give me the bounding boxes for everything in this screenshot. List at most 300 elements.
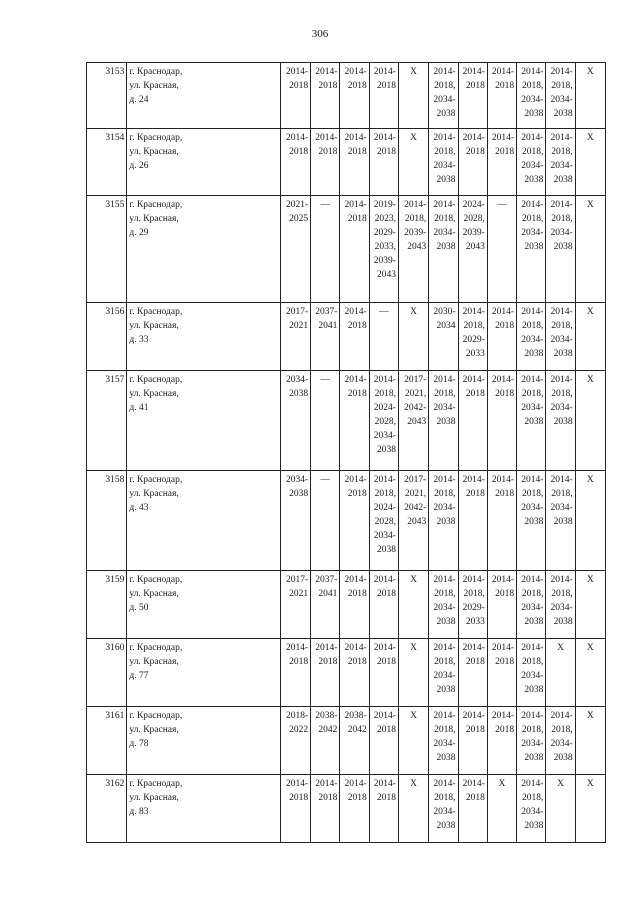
period-text: 2021, [404,489,427,499]
period-cell-11 [575,196,605,303]
period-cell-1 [280,639,310,707]
period-cell-5 [398,303,428,371]
period-text: 2042- [404,503,427,513]
period-text: 2018 [495,589,515,599]
period-text: 2014- [315,643,338,653]
period-text: 2034- [550,228,573,238]
period-cell-3 [340,707,369,775]
period-text: 2018, [434,725,456,735]
period-text: 2018 [289,147,309,157]
period-cell-5 [398,775,428,843]
address-line: д. 43 [129,503,149,513]
period-cell-4 [369,639,398,707]
period-text: 2014- [550,711,573,721]
period-text: 2034- [433,95,456,105]
period-cell-3 [340,775,369,843]
address-line: г. Краснодар, [129,200,183,210]
period-text: 2042 [347,725,367,735]
period-text: 2018 [465,657,485,667]
period-cell-4 [369,571,398,639]
period-text: 2018 [318,81,338,91]
address-cell [127,63,280,129]
period-text: 2014- [462,375,485,385]
period-text: 2014- [462,475,485,485]
period-cell-9 [517,196,546,303]
table-row [87,63,606,129]
period-text: 2014- [344,133,367,143]
address-line: д. 78 [129,739,149,749]
address-line: ул. Красная, [129,81,179,91]
period-text: 2014- [521,711,544,721]
period-cell-10 [546,63,575,129]
period-text: 2041 [318,589,338,599]
period-text: 2028, [374,417,396,427]
period-cell-3 [340,63,369,129]
period-text: 2014- [433,711,456,721]
period-text: 2014- [315,133,338,143]
period-text: 2038 [524,517,544,527]
period-text: 2037- [315,575,338,585]
period-text: 2038 [553,349,573,359]
period-text: 2018 [376,147,396,157]
period-text: 2021, [404,389,427,399]
period-text: 2017- [285,575,309,585]
period-cell-4 [369,471,398,571]
period-text: 2038 [553,617,573,627]
period-text: 2018, [522,489,544,499]
period-text: 2038 [524,685,544,695]
period-cell-9 [517,303,546,371]
period-text: 2014- [315,67,338,77]
period-cell-9 [517,371,546,471]
period-cell-7 [458,471,487,571]
period-text: 2034- [550,335,573,345]
period-cell-5 [398,63,428,129]
period-text: 2038 [553,753,573,763]
period-cell-6 [429,639,458,707]
table-row [87,775,606,843]
period-text: 2025 [289,214,309,224]
period-text: 2033 [465,349,485,359]
period-cell-7 [458,571,487,639]
row-number: 3154 [87,129,127,196]
period-text: 2024- [373,403,396,413]
period-text: 2018, [434,389,456,399]
period-text: 2034- [550,503,573,513]
period-cell-4 [369,371,398,471]
period-text: 2038- [344,711,367,721]
period-text: 2014- [285,779,309,789]
period-text: 2038 [553,175,573,185]
period-text: 2038 [436,517,456,527]
period-cell-9 [517,571,546,639]
address-line: ул. Красная, [129,725,179,735]
period-text: 2014- [521,307,544,317]
period-cell-3 [340,471,369,571]
period-cell-8 [487,371,516,471]
period-text: — [320,200,331,210]
period-text: 2014- [373,575,396,585]
period-text: 2038 [436,242,456,252]
period-text: 2034- [521,739,544,749]
period-cell-3 [340,571,369,639]
period-text: 2014- [344,643,367,653]
period-cell-2 [311,775,340,843]
period-text: 2039- [373,256,396,266]
period-text: Х [586,575,594,585]
period-text: 2014- [550,375,573,385]
period-text: 2034- [433,671,456,681]
period-cell-7 [458,129,487,196]
row-number: 3160 [87,639,127,707]
period-text: 2018, [522,214,544,224]
address-line: д. 29 [129,228,149,238]
period-text: — [497,200,507,210]
address-line: ул. Красная, [129,321,179,331]
period-cell-3 [340,196,369,303]
period-text: 2014- [491,307,515,317]
period-text: 2038 [436,685,456,695]
period-text: 2014- [433,475,456,485]
period-text: Х [586,779,594,789]
period-text: — [320,475,331,485]
period-text: 2018, [374,389,396,399]
period-cell-3 [340,303,369,371]
period-text: 2018 [318,657,338,667]
period-text: 2022 [289,725,309,735]
period-text: 2014- [491,575,515,585]
period-text: Х [410,711,418,721]
period-text: 2034- [521,503,544,513]
period-cell-5 [398,371,428,471]
period-cell-9 [517,639,546,707]
period-text: 2034- [433,807,456,817]
period-text: 2018, [522,389,544,399]
period-cell-5 [398,129,428,196]
row-number: 3155 [87,196,127,303]
period-text: Х [586,67,594,77]
period-text: 2018 [495,321,515,331]
address-line: г. Краснодар, [129,575,183,585]
table-row [87,639,606,707]
period-cell-2 [311,303,340,371]
period-cell-10 [546,639,575,707]
address-line: д. 24 [129,95,149,105]
period-cell-2 [311,639,340,707]
period-text: 2043 [407,517,427,527]
period-text: 2018 [376,657,396,667]
period-text: 2014- [462,711,485,721]
period-text: 2034- [550,403,573,413]
period-text: Х [410,643,418,653]
period-text: 2014- [521,67,544,77]
period-text: 2021- [285,200,309,210]
period-text: 2014- [373,643,396,653]
period-text: 2018 [318,793,338,803]
period-text: 2038 [524,175,544,185]
period-text: 2038 [436,617,456,627]
address-line: г. Краснодар, [129,643,183,653]
period-cell-5 [398,707,428,775]
period-text: 2014- [491,375,515,385]
period-text: Х [586,475,594,485]
period-text: 2034- [521,161,544,171]
period-cell-8 [487,303,516,371]
period-cell-3 [340,129,369,196]
period-text: Х [586,643,594,653]
period-cell-1 [280,196,310,303]
period-text: 2014- [521,643,544,653]
period-text: 2014- [462,133,485,143]
row-number: 3153 [87,63,127,129]
period-cell-4 [369,196,398,303]
period-text: Х [410,67,418,77]
period-cell-6 [429,196,458,303]
row-number: 3156 [87,303,127,371]
period-cell-1 [280,707,310,775]
period-text: 2038 [524,109,544,119]
period-text: 2018 [347,214,367,224]
period-cell-1 [280,63,310,129]
address-line: г. Краснодар, [129,67,183,77]
period-text: 2038 [524,617,544,627]
period-text: 2018, [551,147,573,157]
period-text: 2018, [522,321,544,331]
period-text: 2014- [285,643,309,653]
period-text: 2018, [522,793,544,803]
address-line: д. 83 [129,807,149,817]
period-text: 2014- [433,779,456,789]
period-cell-11 [575,707,605,775]
address-line: д. 33 [129,335,149,345]
period-text: 2014- [521,200,544,210]
period-cell-4 [369,129,398,196]
period-text: 2018 [495,81,515,91]
period-text: 2018, [522,725,544,735]
period-cell-4 [369,775,398,843]
row-number: 3159 [87,571,127,639]
row-number: 3161 [87,707,127,775]
address-line: ул. Красная, [129,389,179,399]
period-text: 2043 [465,242,485,252]
period-text: 2018, [434,657,456,667]
period-text: 2014- [285,133,309,143]
period-text: 2018, [551,489,573,499]
period-cell-6 [429,129,458,196]
period-text: 2038 [376,545,396,555]
period-text: 2014- [462,575,485,585]
period-text: 2018, [522,147,544,157]
period-cell-10 [546,196,575,303]
period-text: 2030- [433,307,456,317]
address-cell [127,303,280,371]
period-cell-1 [280,129,310,196]
period-cell-4 [369,707,398,775]
period-text: 2034 [436,321,456,331]
period-cell-10 [546,371,575,471]
period-cell-4 [369,303,398,371]
period-text: 2018 [376,793,396,803]
address-cell [127,571,280,639]
period-text: 2029- [373,228,396,238]
period-text: 2018 [465,793,485,803]
period-text: 2018, [551,725,573,735]
period-text: 2038 [436,109,456,119]
period-text: 2014- [491,67,515,77]
period-cell-10 [546,471,575,571]
period-text: 2034- [373,531,396,541]
period-cell-7 [458,371,487,471]
period-text: 2018 [465,489,485,499]
period-cell-10 [546,571,575,639]
period-text: 2019- [373,200,396,210]
period-text: 2038 [524,242,544,252]
period-text: Х [410,307,418,317]
period-text: 2034- [521,335,544,345]
period-text: 2018 [495,147,515,157]
row-number: 3162 [87,775,127,843]
period-text: Х [410,779,418,789]
period-text: 2034- [521,603,544,613]
period-cell-3 [340,639,369,707]
period-text: 2034- [550,161,573,171]
address-cell [127,775,280,843]
period-text: 2018 [465,81,485,91]
address-line: ул. Красная, [129,793,179,803]
table-row [87,371,606,471]
period-text: 2014- [285,67,309,77]
address-line: д. 50 [129,603,149,613]
period-cell-10 [546,303,575,371]
period-text: 2042 [318,725,338,735]
period-cell-10 [546,775,575,843]
period-cell-8 [487,707,516,775]
address-cell [127,371,280,471]
period-text: 2018, [374,489,396,499]
period-text: 2018 [289,657,309,667]
period-text: 2014- [433,133,456,143]
period-cell-6 [429,707,458,775]
period-text: Х [410,575,418,585]
period-text: 2014- [462,779,485,789]
period-cell-1 [280,775,310,843]
period-text: 2018 [347,589,367,599]
period-text: 2041 [318,321,338,331]
period-text: 2014- [433,200,456,210]
period-cell-4 [369,63,398,129]
period-cell-2 [311,571,340,639]
period-text: 2018, [522,81,544,91]
period-cell-11 [575,571,605,639]
period-text: 2014- [491,711,515,721]
period-cell-10 [546,129,575,196]
address-line: ул. Красная, [129,489,179,499]
period-cell-1 [280,371,310,471]
address-line: ул. Красная, [129,147,179,157]
period-text: 2034- [550,603,573,613]
period-text: 2018, [463,321,485,331]
period-cell-11 [575,63,605,129]
period-text: Х [586,307,594,317]
period-cell-11 [575,775,605,843]
period-text: 2034- [521,671,544,681]
period-cell-9 [517,775,546,843]
table-row [87,303,606,371]
period-text: 2028, [374,517,396,527]
period-text: — [379,307,389,317]
period-text: 2018 [347,147,367,157]
period-text: Х [586,375,594,385]
period-cell-1 [280,471,310,571]
period-text: 2018 [495,657,515,667]
period-text: 2018, [434,147,456,157]
period-text: 2024- [462,200,485,210]
period-cell-11 [575,371,605,471]
period-text: 2014- [404,200,427,210]
period-text: 2014- [344,67,367,77]
schedule-table [86,62,606,843]
period-text: 2034- [433,161,456,171]
address-line: г. Краснодар, [129,711,183,721]
period-text: 2014- [521,475,544,485]
period-text: 2018, [551,589,573,599]
period-text: 2014- [491,643,515,653]
period-text: 2014- [550,200,573,210]
period-text: 2018 [347,657,367,667]
period-cell-2 [311,371,340,471]
period-text: 2021 [289,321,309,331]
period-text: 2014- [344,307,367,317]
period-cell-5 [398,196,428,303]
period-text: 2043 [407,417,427,427]
period-text: 2034- [521,807,544,817]
period-cell-8 [487,196,516,303]
period-cell-3 [340,371,369,471]
period-text: Х [586,711,594,721]
period-text: 2014- [373,67,396,77]
period-text: 2038 [436,821,456,831]
period-text: 2014- [462,307,485,317]
period-text: 2018 [495,389,515,399]
period-text: 2014- [373,711,396,721]
period-cell-7 [458,63,487,129]
period-text: 2034- [521,228,544,238]
table-row [87,129,606,196]
period-cell-5 [398,571,428,639]
address-cell [127,707,280,775]
period-text: 2018, [522,589,544,599]
period-text: Х [557,779,564,789]
period-text: 2021 [289,589,309,599]
period-text: 2018, [551,321,573,331]
period-text: 2014- [373,375,396,385]
period-text: 2043 [407,242,427,252]
period-text: 2018 [347,321,367,331]
address-cell [127,129,280,196]
period-text: 2028, [463,214,485,224]
period-text: 2038 [289,389,309,399]
period-cell-11 [575,129,605,196]
address-line: д. 26 [129,161,149,171]
period-text: — [320,375,331,385]
period-text: 2014- [521,133,544,143]
period-cell-8 [487,775,516,843]
period-text: 2034- [433,403,456,413]
period-text: 2033 [465,617,485,627]
period-text: 2018 [347,389,367,399]
period-text: 2014- [344,200,367,210]
period-text: 2018, [434,81,456,91]
